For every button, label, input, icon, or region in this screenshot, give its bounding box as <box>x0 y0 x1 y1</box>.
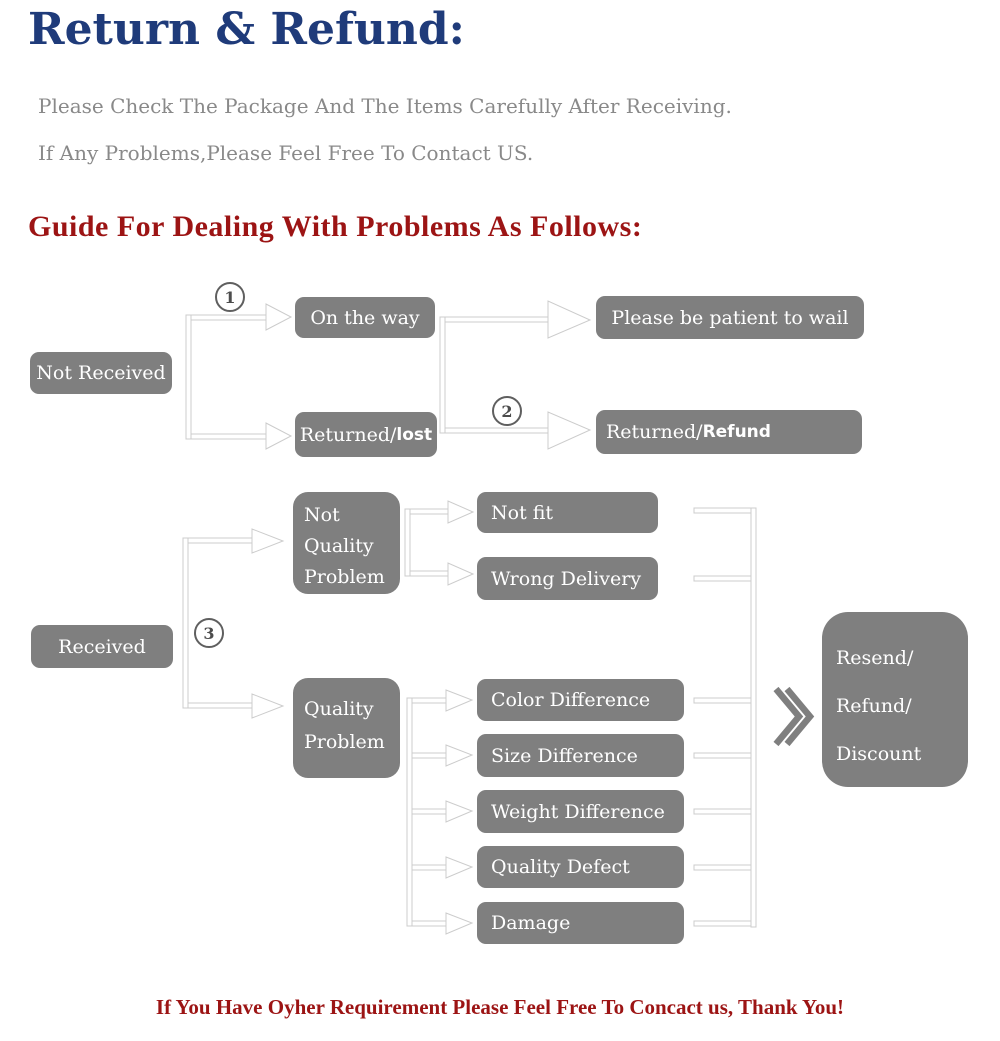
intro-line-1: Please Check The Package And The Items Carefully After Receiving. <box>38 94 732 118</box>
step-3-number: 3 <box>203 623 215 643</box>
node-resolution <box>822 612 968 787</box>
node-not-received <box>30 352 172 394</box>
node-resolution-line3: Discount <box>836 743 922 765</box>
node-weight-difference-label: Weight Difference <box>491 800 665 823</box>
step-1-number: 1 <box>224 287 236 307</box>
node-not-fit <box>477 492 658 533</box>
node-resolution-line1: Resend/ <box>836 647 914 669</box>
step-1-badge <box>215 282 245 312</box>
node-weight-difference <box>477 790 684 833</box>
node-please-be-patient-label: Please be patient to wail <box>611 306 849 329</box>
node-resolution-line2: Refund/ <box>836 695 912 717</box>
node-returned-lost-bold: lost <box>396 424 433 445</box>
node-quality-defect-label: Quality Defect <box>491 856 630 878</box>
node-returned-refund-bold: Refund <box>702 422 771 442</box>
node-not-received-label: Not Received <box>36 362 166 384</box>
node-not-fit-label: Not fit <box>491 501 554 524</box>
flow-connectors <box>183 301 756 934</box>
node-on-the-way-label: On the way <box>310 306 420 329</box>
node-wrong-delivery-label: Wrong Delivery <box>491 567 642 590</box>
node-quality-problem-line1: Quality <box>304 698 374 720</box>
node-damage-label: Damage <box>491 912 571 934</box>
node-quality-problem-line2: Problem <box>304 731 385 753</box>
guide-heading: Guide For Dealing With Problems As Follows: <box>28 210 643 243</box>
node-size-difference-label: Size Difference <box>491 744 638 767</box>
node-color-difference-label: Color Difference <box>491 689 651 711</box>
node-on-the-way <box>295 297 435 338</box>
node-not-quality-problem <box>293 492 400 594</box>
footer-note: If You Have Oyher Requirement Please Feel Free To Concact us, Thank You! <box>155 995 845 1019</box>
node-not-quality-problem-line3: Problem <box>304 566 385 588</box>
page-title: Return & Refund: <box>28 4 465 55</box>
node-not-quality-problem-line1: Not <box>304 504 340 526</box>
node-not-quality-problem-line2: Quality <box>304 535 374 557</box>
node-please-be-patient <box>596 296 864 339</box>
node-returned-lost-label: Returned/ <box>299 423 397 446</box>
step-2-number: 2 <box>501 401 513 421</box>
node-received <box>31 625 173 668</box>
node-quality-problem <box>293 678 400 778</box>
node-returned-refund <box>596 410 862 454</box>
node-received-label: Received <box>58 635 146 658</box>
node-wrong-delivery <box>477 557 658 600</box>
node-returned-refund-label: Returned/ <box>606 421 703 443</box>
node-size-difference <box>477 734 684 777</box>
node-quality-defect <box>477 846 684 888</box>
node-damage <box>477 902 684 944</box>
step-2-badge <box>492 396 522 426</box>
node-returned-lost <box>295 412 437 457</box>
double-chevron-icon <box>776 689 810 744</box>
intro-line-2: If Any Problems,Please Feel Free To Contact US. <box>38 141 534 165</box>
node-color-difference <box>477 679 684 721</box>
step-3-badge <box>194 618 224 648</box>
